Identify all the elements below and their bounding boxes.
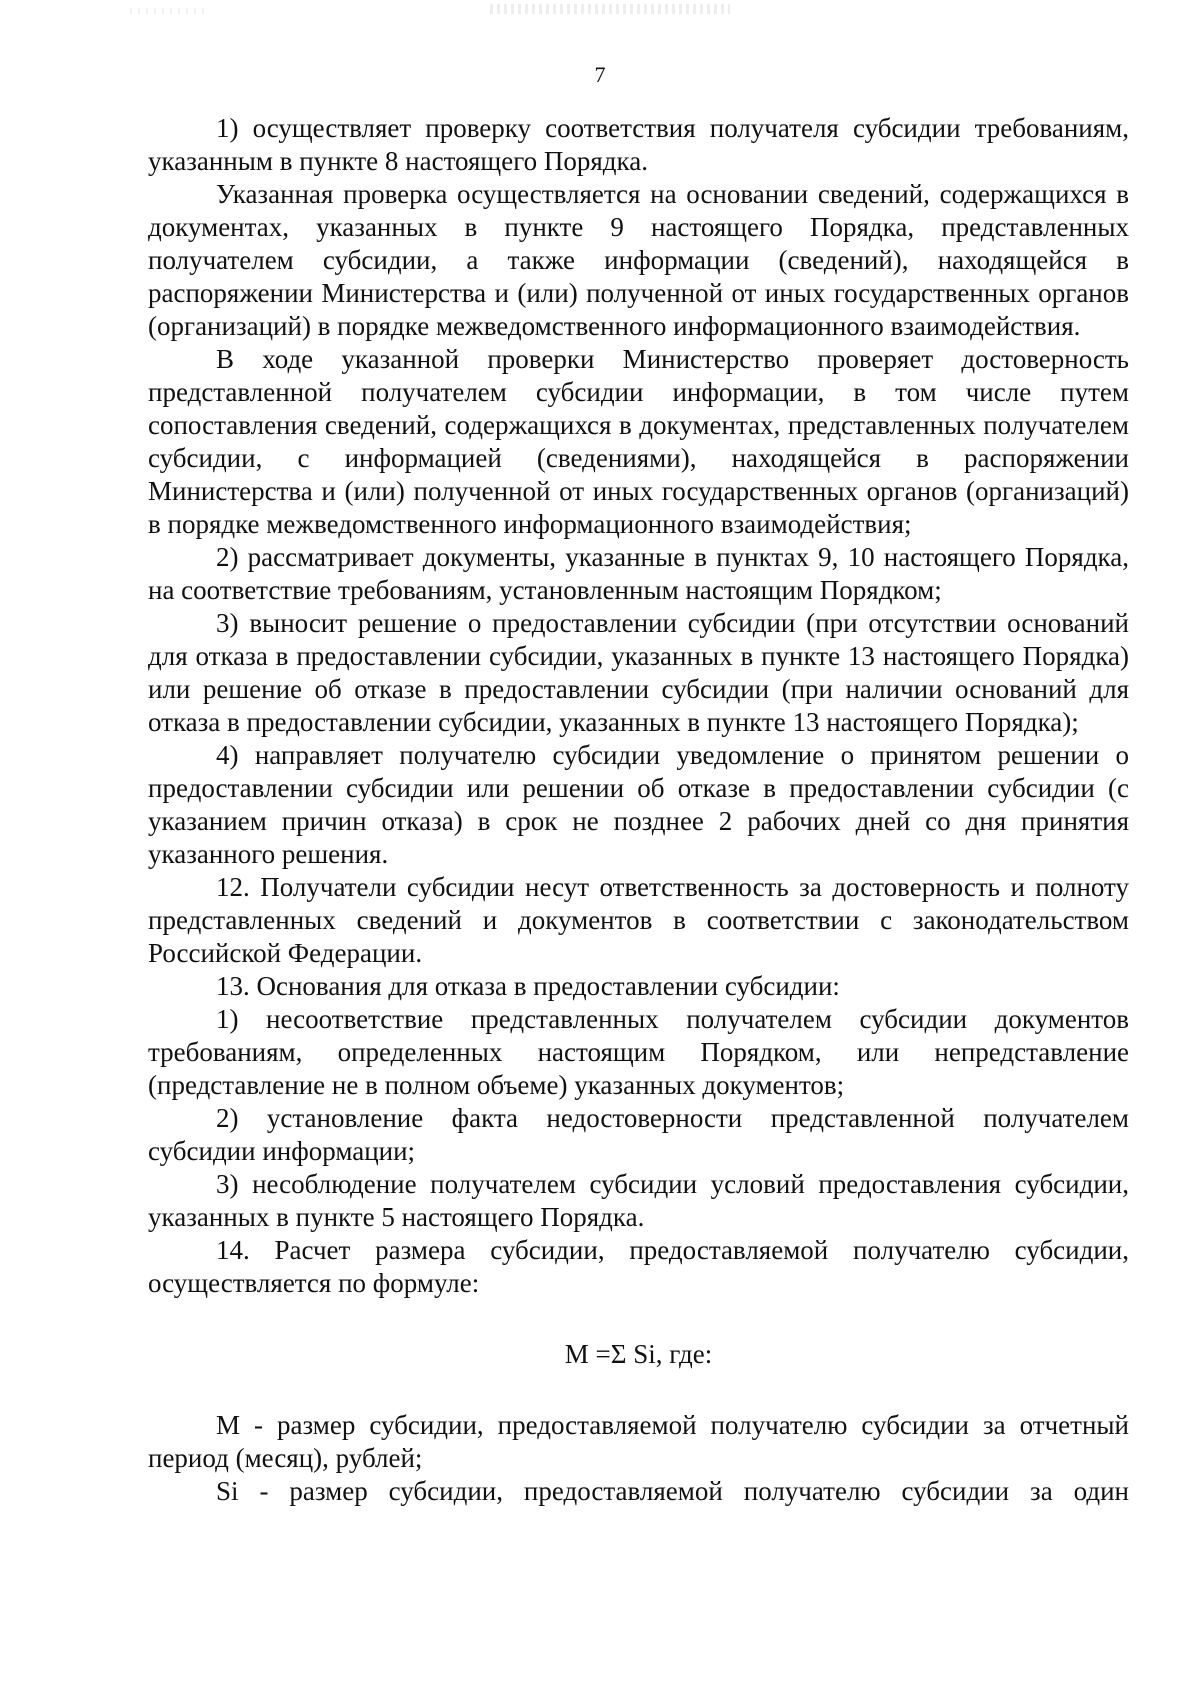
definition: M - размер субсидии, предоставляемой получателю субсидии за отчетный период (месяц), рублей; [148,1410,1129,1473]
paragraph: 1) несоответствие представленных получателем субсидии документов требованиям, определенных настоящим Порядком, или непредставление (представление не в полном объеме) указанных документов; [148,1004,1129,1100]
paragraph: 3) несоблюдение получателем субсидии условий предоставления субсидии, указанных в пункте 5 настоящего Порядка. [148,1169,1129,1232]
paragraph: 12. Получатели субсидии несут ответственность за достоверность и полноту представленных сведений и документов в соответствии с законодательством Российской Федерации. [148,872,1129,968]
definition: Si - размер субсидии, предоставляемой получателю субсидии за один [216,1476,1129,1506]
paragraph: Указанная проверка осуществляется на основании сведений, содержащихся в документах, указанных в пункте 9 настоящего Порядка, представленных получателем субсидии, а также информации (сведений), находящейся в распоряжении Министерства и (или) полученной от иных государственных органов (организаций) в порядке межведомственного информационного взаимодействия. [148,179,1129,341]
document-body [148,112,1129,1508]
paragraph: 14. Расчет размера субсидии, предоставляемой получателю субсидии, осуществляется по формуле: [148,1235,1129,1298]
page-number: 7 [594,62,606,87]
paragraph: 2) рассматривает документы, указанные в пунктах 9, 10 настоящего Порядка, на соответствие требованиям, установленным настоящим Порядком; [148,542,1129,605]
formula: M =Σ Si, где: [564,1339,713,1369]
scan-artifact [130,8,210,14]
paragraph: В ходе указанной проверки Министерство проверяет достоверность представленной получателем субсидии информации, в том числе путем сопоставления сведений, содержащихся в документах, представленных получателем субсидии, с информацией (сведениями), находящейся в распоряжении Министерства и (или) полученной от иных государственных органов (организаций) в порядке межведомственного информационного взаимодействия; [148,344,1129,539]
paragraph: 4) направляет получателю субсидии уведомление о принятом решении о предоставлении субсидии или решении об отказе в предоставлении субсидии (с указанием причин отказа) в срок не позднее 2 рабочих дней со дня принятия указанного решения. [148,740,1129,869]
paragraph: 3) выносит решение о предоставлении субсидии (при отсутствии оснований для отказа в предоставлении субсидии, указанных в пункте 13 настоящего Порядка) или решение об отказе в предоставлении субсидии (при наличии оснований для отказа в предоставлении субсидии, указанных в пункте 13 настоящего Порядка); [148,608,1129,737]
paragraph: 13. Основания для отказа в предоставлении субсидии: [216,971,840,1001]
paragraph: 2) установление факта недостоверности представленной получателем субсидии информации; [148,1103,1129,1166]
paragraph: 1) осуществляет проверку соответствия получателя субсидии требованиям, указанным в пункте 8 настоящего Порядка. [148,113,1129,176]
scan-artifact [490,4,730,14]
